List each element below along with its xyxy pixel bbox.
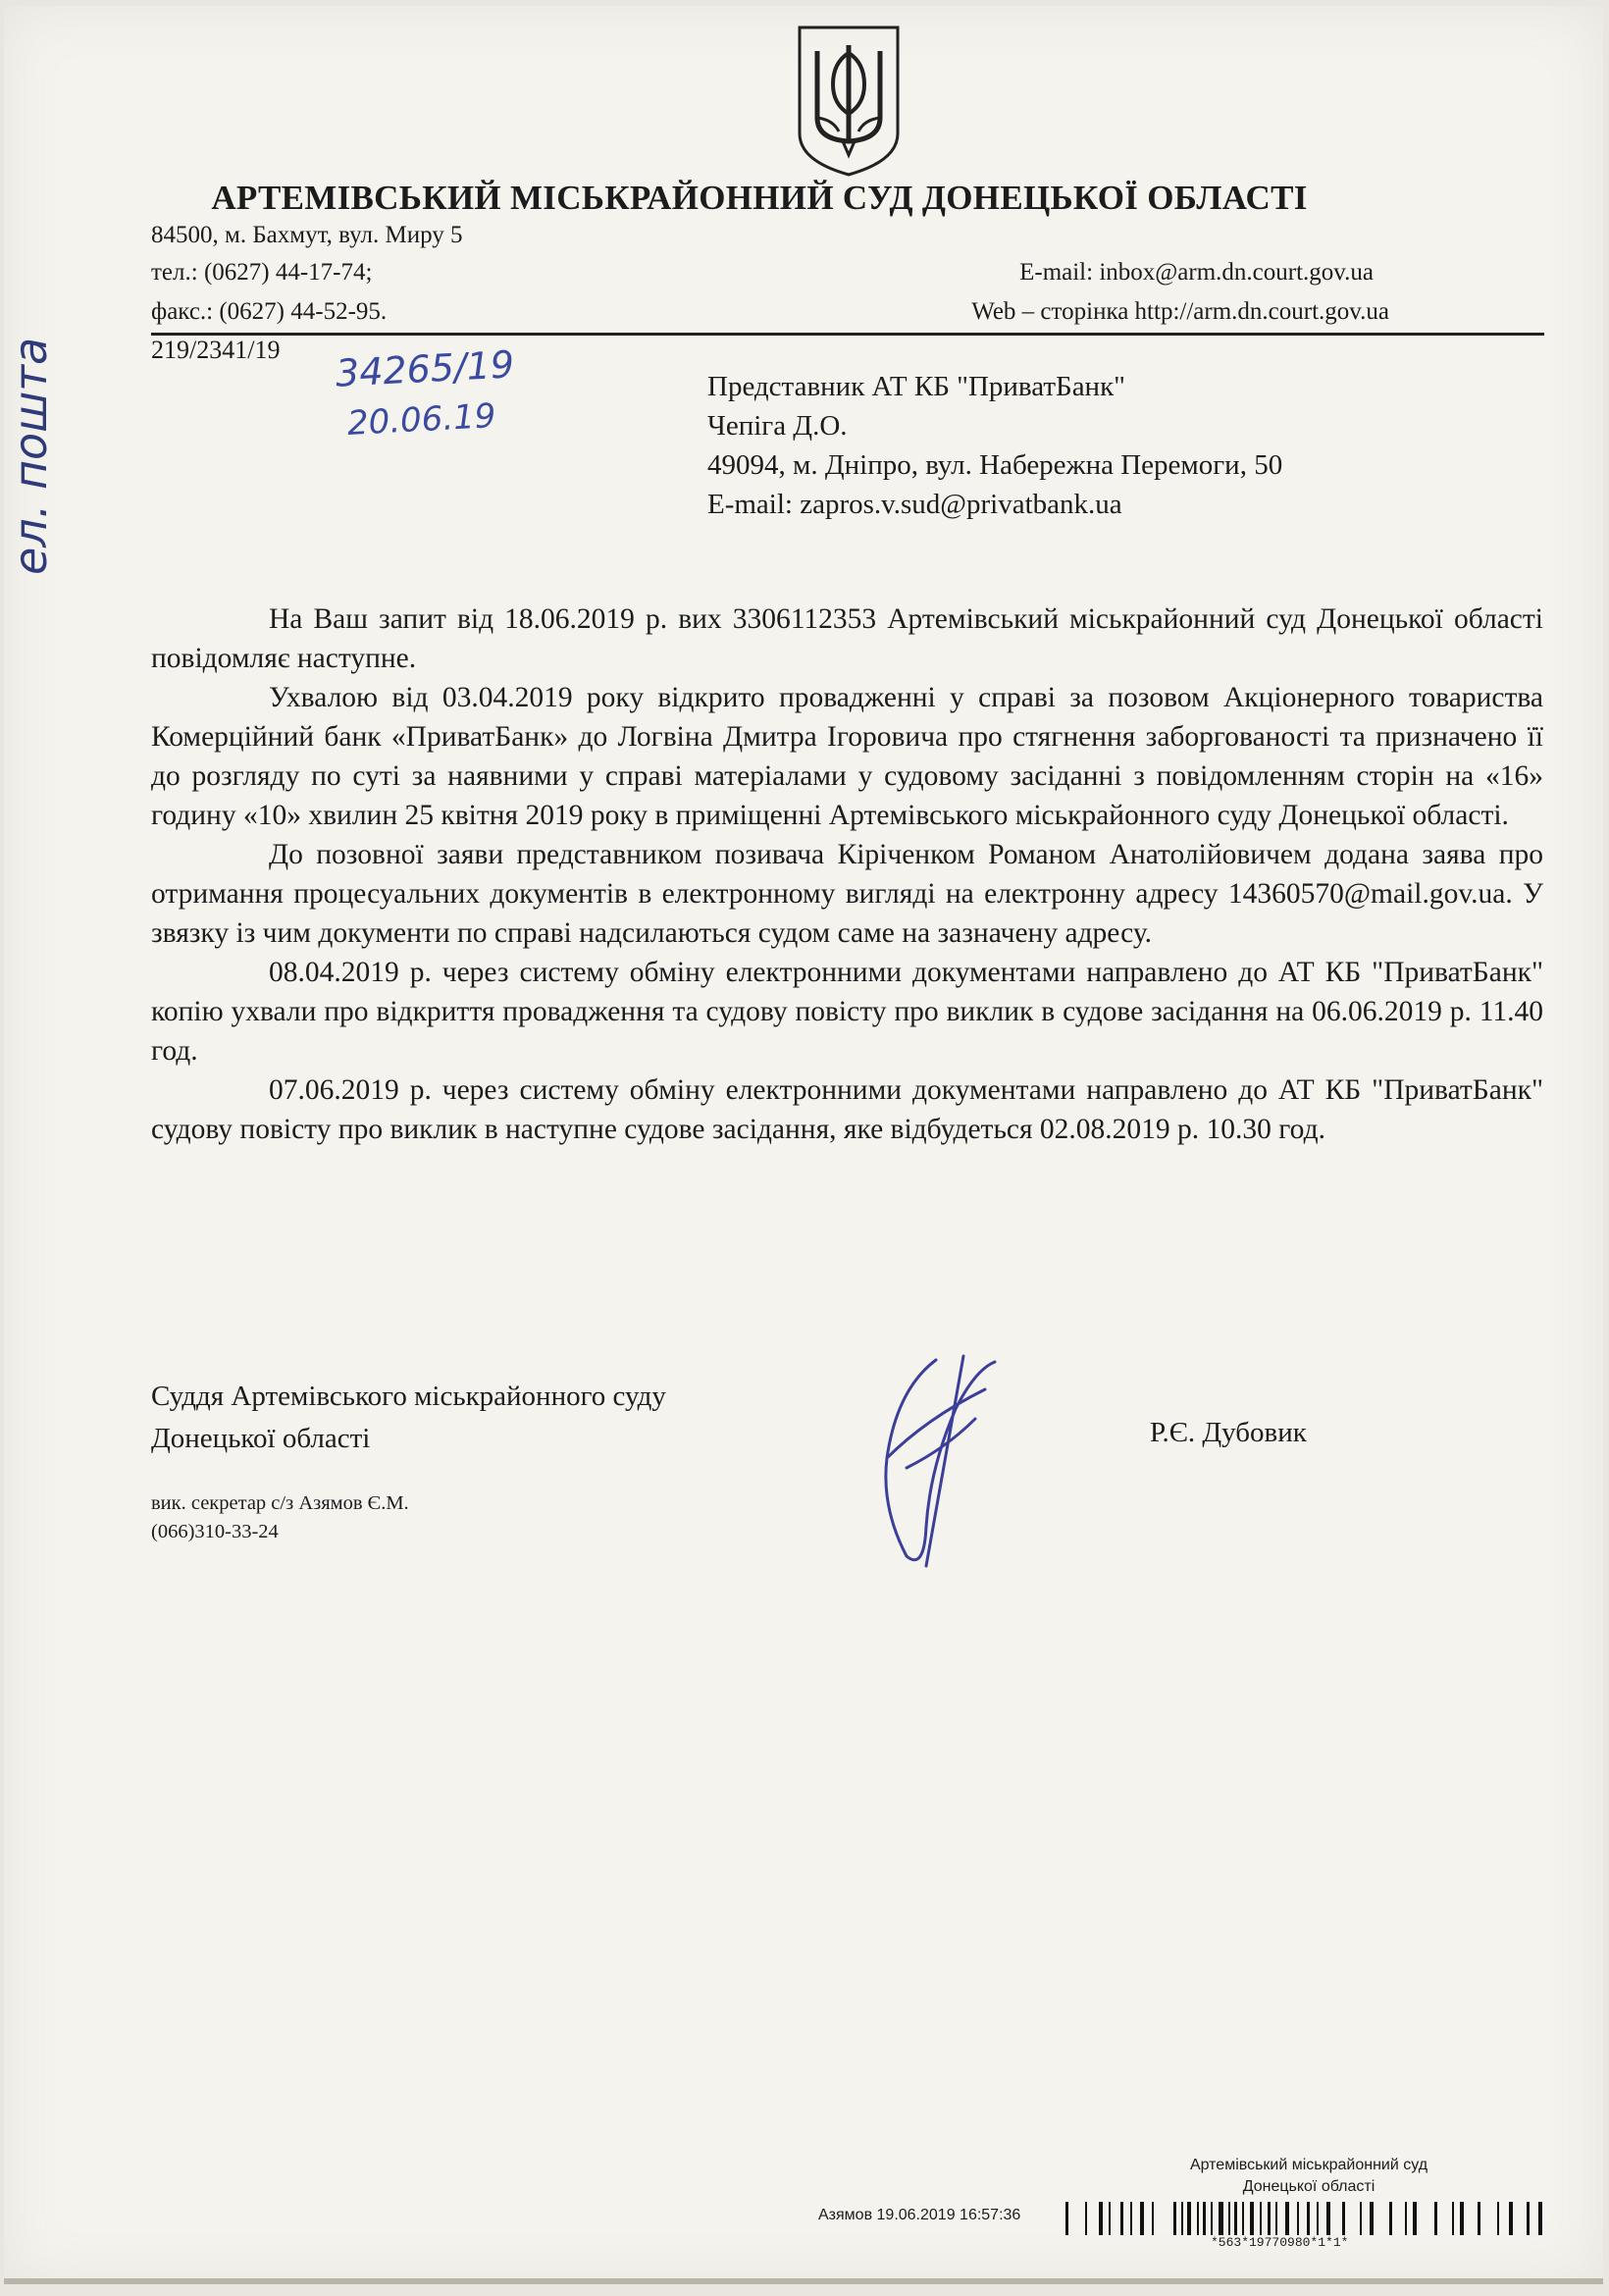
secretary-phone: (066)310-33-24 [151, 1521, 279, 1542]
addressee-block [707, 367, 1282, 524]
handwritten-registration-number: 34265/19 [334, 342, 516, 395]
barcode-text: *563*19770980*1*1* [1211, 2235, 1349, 2250]
signatory-title [151, 1376, 666, 1460]
secretary-contact [151, 1489, 409, 1546]
letter-body [151, 600, 1543, 1149]
barcode-icon [1065, 2202, 1544, 2235]
body-paragraph: До позовної заяви представником позивача Кіріченком Романом Анатолійовичем додана заява про отримання процесуальних документів в електронному вигляді на електронну адресу 14360570@mail.gov.ua. У звязку із чим документи по справі надсилаються судом саме на зазначену адресу. [151, 839, 1543, 949]
stamp-timestamp: Азямов 19.06.2019 16:57:36 [818, 2207, 1021, 2223]
signatory-name: Р.Є. Дубовик [1150, 1417, 1307, 1448]
addressee-line: Чепіга Д.О. [707, 410, 848, 442]
court-phone: тел.: (0627) 44-17-74; [151, 259, 373, 286]
court-address: 84500, м. Бахмут, вул. Миру 5 [151, 222, 463, 248]
secretary-name: вик. секретар с/з Азямов Є.М. [151, 1492, 409, 1514]
stamp-region: Донецької області [1242, 2178, 1375, 2195]
stamp-court-name: Артемівський міськрайонний суд [1189, 2157, 1428, 2173]
signatory-title-line: Суддя Артемівського міськрайонного суду [151, 1381, 666, 1412]
court-email: E-mail: inbox@arm.dn.court.gov.ua [1019, 259, 1374, 286]
handwritten-side-note: ел. пошта [4, 337, 57, 575]
addressee-line: 49094, м. Дніпро, вул. Набережна Перемоги, 50 [707, 449, 1283, 481]
body-paragraph: На Ваш запит від 18.06.2019 р. вих 3306112353 Артемівський міськрайонний суд Донецької області повідомляє наступне. [151, 603, 1543, 674]
addressee-line: Представник АТ КБ "ПриватБанк" [707, 371, 1126, 402]
trident-emblem-icon [794, 24, 904, 179]
body-paragraph: 08.04.2019 р. через систему обміну електронними документами направлено до АТ КБ "ПриватБанк" копію ухвали про відкриття провадження та судову повісту про виклик в судове засідання на 06.06.2019 р. 11.40 год. [151, 957, 1543, 1067]
header-divider [151, 333, 1544, 336]
body-paragraph: 07.06.2019 р. через систему обміну електронними документами направлено до АТ КБ "ПриватБанк" судову повісту про виклик в наступне судове засідання, яке відбудеться 02.08.2019 р. 10.30 год. [151, 1074, 1543, 1145]
body-paragraph: Ухвалою від 03.04.2019 року відкрито провадженні у справі за позовом Акціонерного товариства Комерційний банк «ПриватБанк» до Логвіна Дмитра Ігоровича про стягнення заборгованості та призначено її до розгляду по суті за наявними у справі матеріалами у судовому засіданні з повідомленням сторін на «16» годину «10» хвилин 25 квітня 2019 року в приміщенні Артемівського міськрайонного суду Донецької області. [151, 682, 1543, 831]
handwritten-signature [867, 1350, 1014, 1576]
scan-edge [4, 2278, 1603, 2284]
court-website: Web – сторінка http://arm.dn.court.gov.ua [971, 298, 1389, 325]
signatory-title-line: Донецької області [151, 1423, 371, 1454]
case-number: 219/2341/19 [151, 336, 281, 364]
court-fax: факс.: (0627) 44-52-95. [151, 298, 388, 325]
handwritten-registration-date: 20.06.19 [346, 396, 497, 444]
document-page [4, 6, 1603, 2284]
registry-stamp [1162, 2155, 1456, 2198]
addressee-email: E-mail: zapros.v.sud@privatbank.ua [707, 489, 1122, 520]
court-title: АРТЕМІВСЬКИЙ МІСЬКРАЙОННИЙ СУД ДОНЕЦЬКОЇ ОБЛАСТІ [211, 179, 1308, 217]
